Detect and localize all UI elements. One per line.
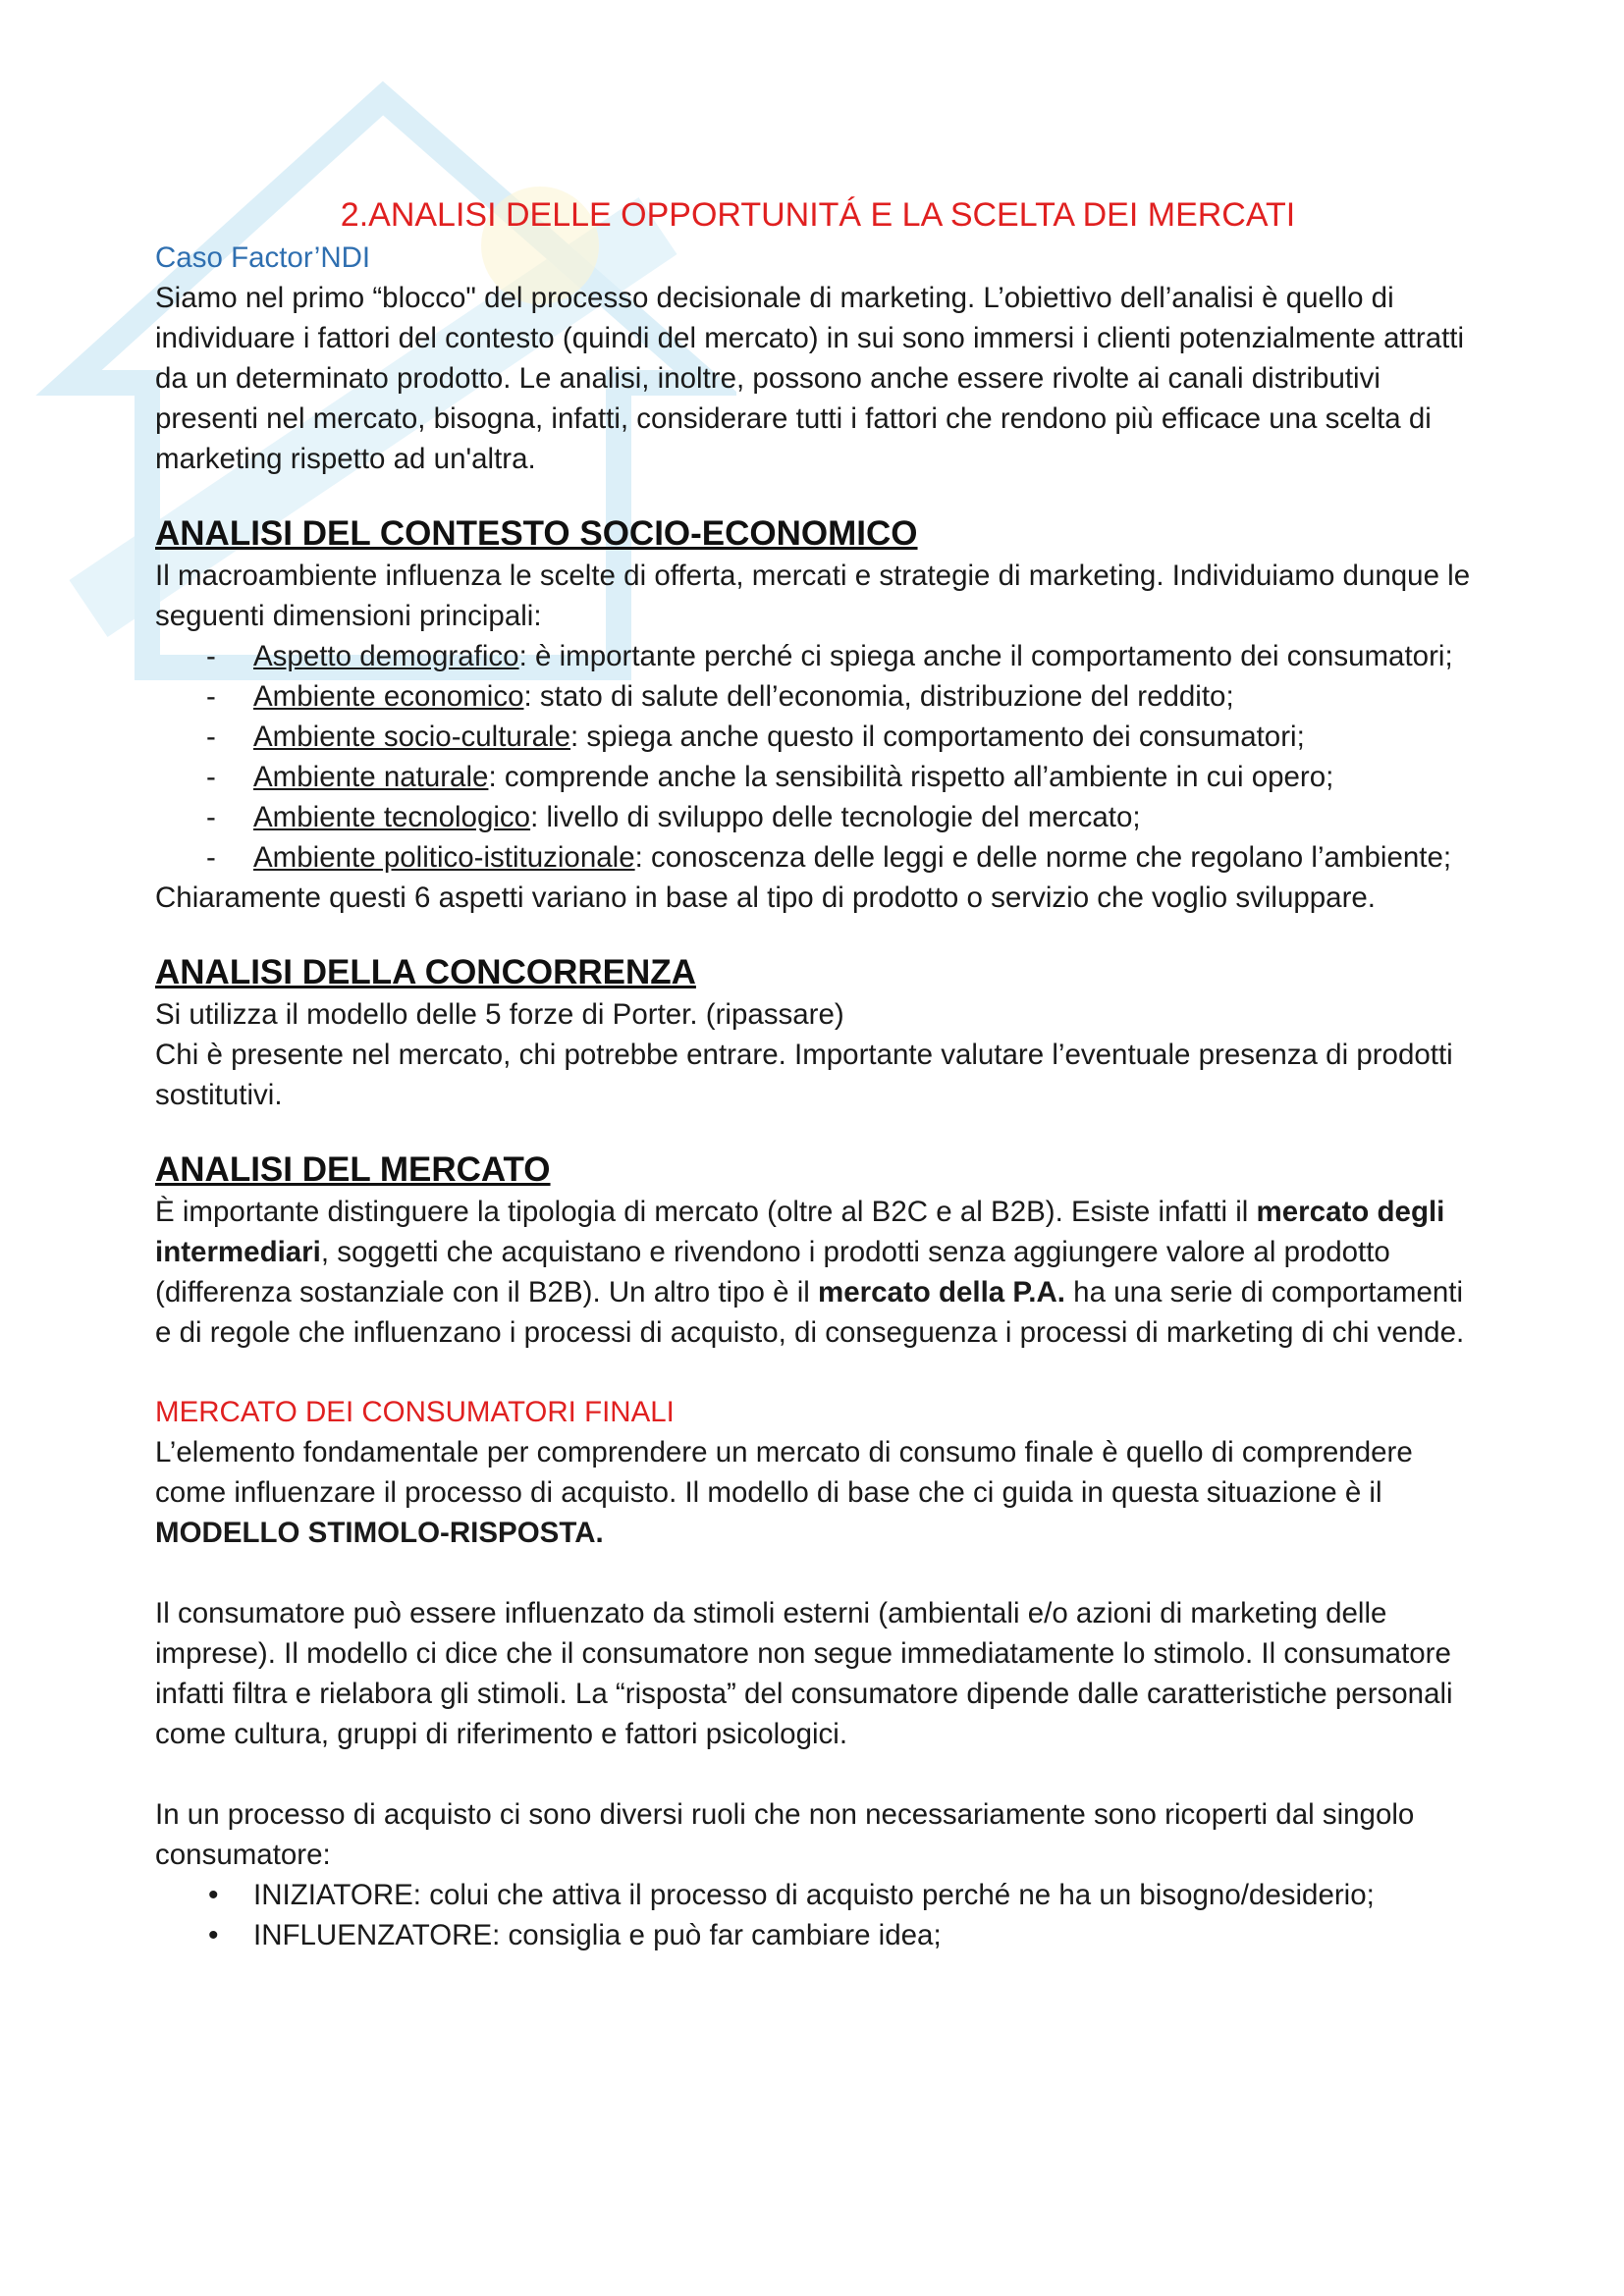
section-heading-socio: ANALISI DEL CONTESTO SOCIO-ECONOMICO [155, 514, 918, 553]
text-run: , soggetti che acquistano e rivendono i prodotti senza aggiungere valore al prodotto (differenza sostanziale con il B2B). Un altro tipo è il [155, 1236, 1390, 1308]
list-item-term: Ambiente politico-istituzionale [253, 841, 635, 874]
list-item [253, 717, 1481, 757]
list-item-desc: : spiega anche questo il comportamento dei consumatori; [570, 721, 1305, 753]
consumatori-paragraph-1 [155, 1432, 1481, 1553]
list-item [253, 797, 1481, 837]
list-item-desc: : è importante perché ci spiega anche il comportamento dei consumatori; [518, 640, 1453, 672]
list-item-desc: : livello di sviluppo delle tecnologie del mercato; [530, 801, 1141, 833]
bold-term: MODELLO STIMOLO-RISPOSTA. [155, 1517, 604, 1549]
section-heading-mercato: ANALISI DEL MERCATO [155, 1150, 551, 1189]
text-run: ha una serie di comportamenti e di regole che influenzano i processi di acquisto, di conseguenza i processi di marketing di chi vende. [155, 1276, 1465, 1349]
list-item [253, 837, 1481, 878]
mercato-paragraph [155, 1192, 1481, 1353]
section-heading-concorrenza: ANALISI DELLA CONCORRENZA [155, 953, 696, 991]
consumatori-paragraph-3: In un processo di acquisto ci sono diversi ruoli che non necessariamente sono ricoperti dal singolo consumatore: [155, 1798, 1415, 1871]
page-title: 2.ANALISI DELLE OPPORTUNITÁ E LA SCELTA DEI MERCATI [340, 196, 1296, 234]
list-item [253, 676, 1481, 717]
text-run: L’elemento fondamentale per comprendere un mercato di consumo finale è quello di comprendere come influenzare il processo di acquisto. Il modello di base che ci guida in questa situazione è il [155, 1436, 1413, 1509]
bold-term: mercato degli intermediari [155, 1196, 1445, 1268]
socio-outro: Chiaramente questi 6 aspetti variano in base al tipo di prodotto o servizio che voglio sviluppare. [155, 881, 1376, 914]
concorrenza-line-2: Chi è presente nel mercato, chi potrebbe entrare. Importante valutare l’eventuale presenza di prodotti sostitutivi. [155, 1039, 1453, 1111]
list-item-term: Ambiente socio-culturale [253, 721, 571, 753]
list-item-term: Ambiente tecnologico [253, 801, 531, 833]
socio-intro: Il macroambiente influenza le scelte di offerta, mercati e strategie di marketing. Individuiamo dunque le seguenti dimensioni principali: [155, 560, 1471, 632]
consumatori-paragraph-2: Il consumatore può essere influenzato da stimoli esterni (ambientali e/o azioni di marketing delle imprese). Il modello ci dice che il consumatore non segue immediatamente lo stimolo. Il consumatore infatti filtra e rielabora gli stimoli. La “risposta” del consumatore dipende dalle caratteristiche personali come cultura, gruppi di riferimento e fattori psicologici. [155, 1597, 1453, 1750]
intro-paragraph: Siamo nel primo “blocco" del processo decisionale di marketing. L’obiettivo dell’analisi è quello di individuare i fattori del contesto (quindi del mercato) in sui sono immersi i clienti potenzialmente attratti da un determinato prodotto. Le analisi, inoltre, possono anche essere rivolte ai canali distributivi presenti nel mercato, bisogna, infatti, considerare tutti i fattori che rendono più efficace una scelta di marketing rispetto ad un'altra. [155, 282, 1465, 475]
paragraph-gap [155, 1553, 1481, 1593]
list-item: • INFLUENZATORE: consiglia e può far cambiare idea; [253, 1915, 1481, 1955]
paragraph-gap [155, 1754, 1481, 1794]
list-item-term: Ambiente naturale [253, 761, 489, 793]
list-item [253, 636, 1481, 676]
list-item-term: Aspetto demografico [253, 640, 519, 672]
text-run: È importante distinguere la tipologia di mercato (oltre al B2C e al B2B). Esiste infatti il [155, 1196, 1257, 1228]
list-item: • INIZIATORE: colui che attiva il processo di acquisto perché ne ha un bisogno/desiderio; [253, 1875, 1481, 1915]
list-item-desc: : comprende anche la sensibilità rispetto all’ambiente in cui opero; [488, 761, 1334, 793]
list-item-desc: : stato di salute dell’economia, distribuzione del reddito; [523, 680, 1234, 713]
list-item-desc: : conoscenza delle leggi e delle norme che regolano l’ambiente; [634, 841, 1452, 874]
socio-dimensions-list [155, 636, 1481, 878]
document-page [155, 192, 1481, 1955]
list-item-term: Ambiente economico [253, 680, 524, 713]
concorrenza-line-1: Si utilizza il modello delle 5 forze di Porter. (ripassare) [155, 998, 844, 1031]
case-subtitle: Caso Factor’NDI [155, 241, 371, 274]
list-item [253, 757, 1481, 797]
roles-list [155, 1875, 1481, 1955]
bold-term: mercato della P.A. [818, 1276, 1065, 1308]
subsection-heading-consumatori: MERCATO DEI CONSUMATORI FINALI [155, 1396, 675, 1428]
